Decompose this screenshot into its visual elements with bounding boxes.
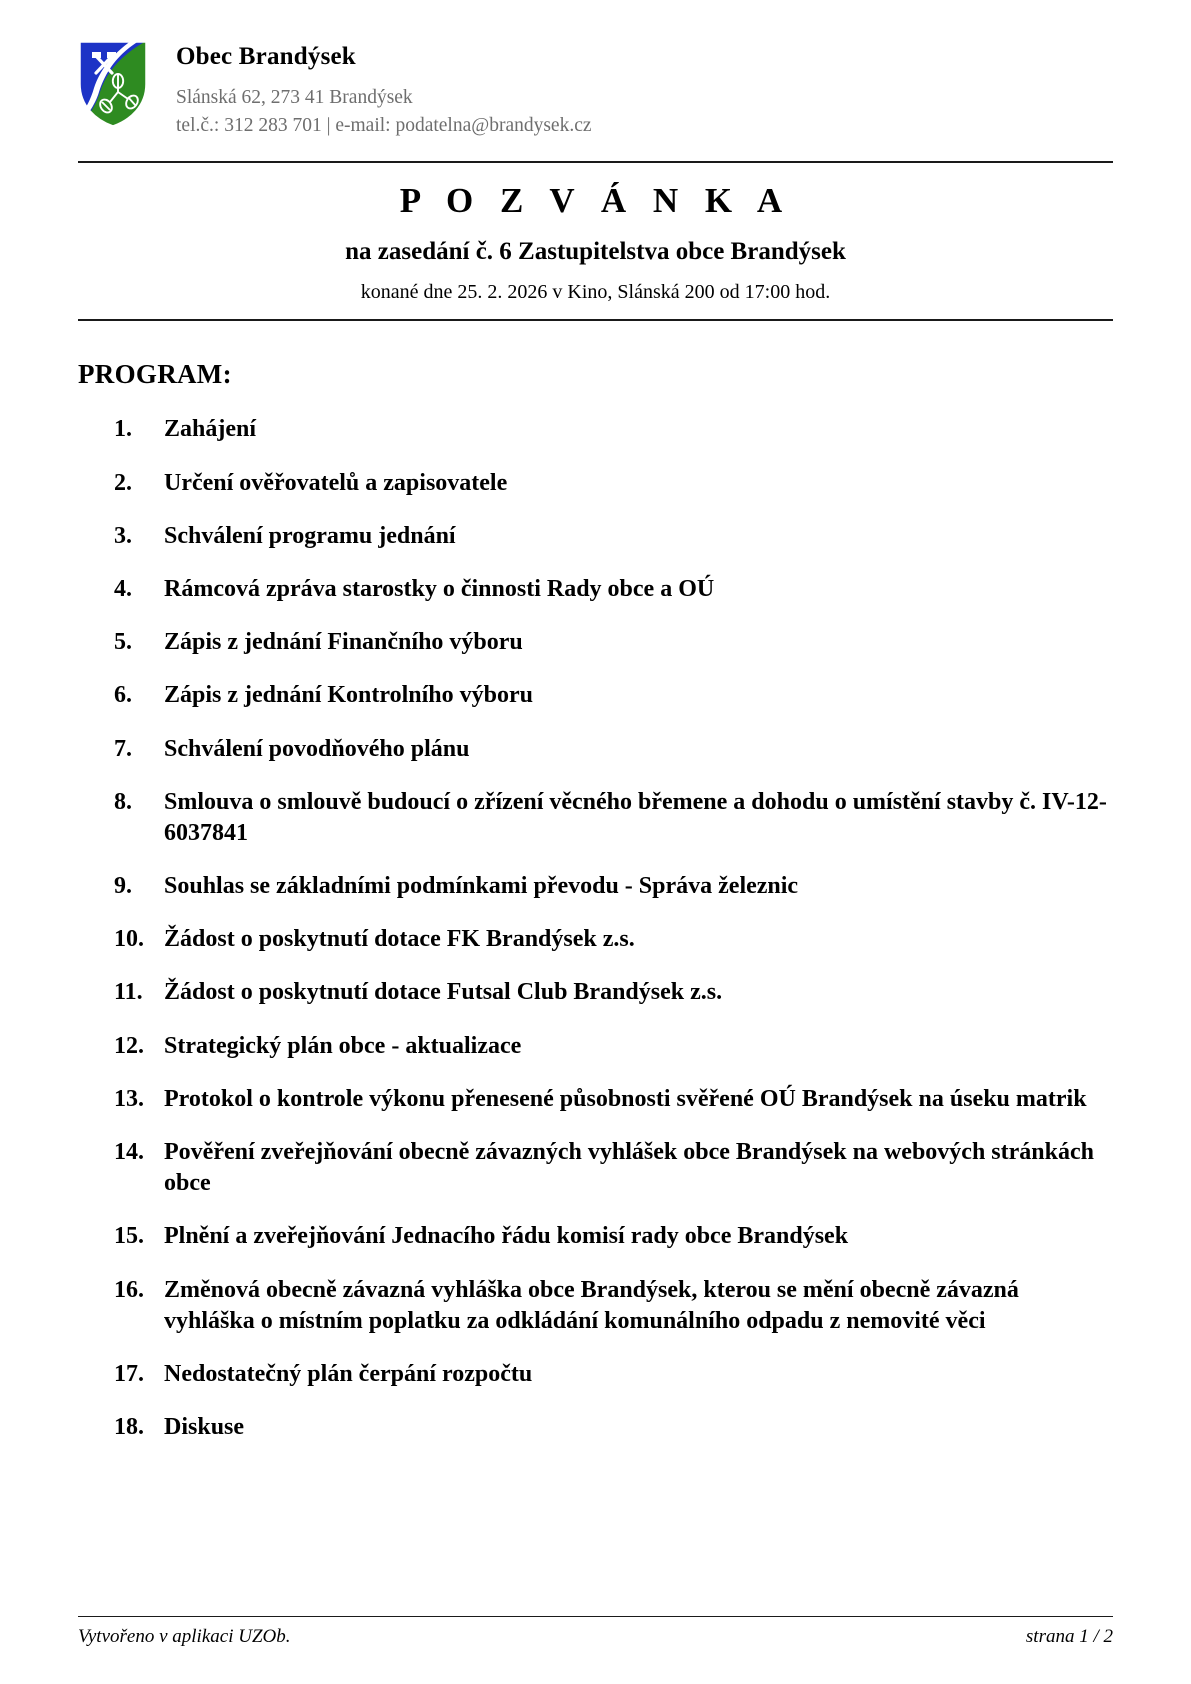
program-item — [78, 1275, 1113, 1337]
program-item-number: 18. — [114, 1414, 144, 1441]
program-item-text: Zápis z jednání Finančního výboru — [164, 629, 523, 656]
program-item-text: Rámcová zpráva starostky o činnosti Rady obce a OÚ — [164, 575, 715, 602]
program-item-number: 9. — [114, 873, 132, 900]
program-item-text: Strategický plán obce - aktualizace — [164, 1032, 522, 1059]
program-heading: PROGRAM: — [78, 359, 232, 390]
program-item-text: Diskuse — [164, 1414, 245, 1441]
coat-of-arms-icon — [78, 40, 148, 128]
program-item-number: 13. — [114, 1085, 144, 1112]
program-item-number: 11. — [114, 979, 143, 1006]
page-title: P O Z V Á N K A — [399, 181, 792, 221]
program-item-text: Plnění a zveřejňování Jednacího řádu komisí rady obce Brandýsek — [164, 1223, 849, 1250]
program-item — [78, 734, 1113, 765]
program-item-number: 5. — [114, 629, 132, 656]
page-subtitle: na zasedání č. 6 Zastupitelstva obce Brandýsek — [345, 238, 846, 266]
program-item-number: 4. — [114, 575, 132, 602]
footer-page-number: strana 1 / 2 — [1025, 1626, 1113, 1647]
program-item-number: 16. — [114, 1276, 144, 1303]
program-item-number: 15. — [114, 1223, 144, 1250]
program-item-text: Žádost o poskytnutí dotace FK Brandýsek z.s. — [164, 926, 635, 953]
program-item-text: Žádost o poskytnutí dotace Futsal Club Brandýsek z.s. — [164, 979, 723, 1006]
program-item — [78, 924, 1113, 955]
program-item — [78, 468, 1113, 499]
meeting-details: konané dne 25. 2. 2026 v Kino, Slánská 200 od 17:00 hod. — [360, 281, 831, 304]
program-item-text: Zápis z jednání Kontrolního výboru — [164, 682, 533, 709]
program-item-text: Pověření zveřejňování obecně závazných vyhlášek obce Brandýsek na webových stránkách obce — [164, 1139, 1094, 1197]
title-divider — [78, 319, 1113, 321]
program-item-text: Smlouva o smlouvě budoucí o zřízení věcného břemene a dohodu o umístění stavby č. IV-12-6037841 — [164, 788, 1107, 846]
program-item-number: 2. — [114, 469, 132, 496]
program-item — [78, 627, 1113, 658]
program-item-number: 10. — [114, 926, 144, 953]
program-item — [78, 977, 1113, 1008]
program-item — [78, 1221, 1113, 1252]
program-item — [78, 1412, 1113, 1443]
program-item — [78, 1031, 1113, 1062]
program-item — [78, 871, 1113, 902]
program-item-text: Zahájení — [164, 416, 257, 443]
program-item — [78, 1084, 1113, 1115]
program-item-number: 8. — [114, 788, 132, 815]
program-item-number: 12. — [114, 1032, 144, 1059]
program-item-text: Souhlas se základními podmínkami převodu - Správa železnic — [164, 873, 799, 900]
program-item — [78, 1359, 1113, 1390]
program-item-number: 1. — [114, 416, 132, 443]
program-item-number: 3. — [114, 522, 132, 549]
program-item-text: Určení ověřovatelů a zapisovatele — [164, 469, 508, 496]
footer-created-by: Vytvořeno v aplikaci UZOb. — [78, 1626, 291, 1647]
program-item-number: 6. — [114, 682, 132, 709]
title-block — [78, 163, 1113, 305]
program-item — [78, 414, 1113, 445]
program-item — [78, 521, 1113, 552]
program-list — [78, 414, 1113, 1465]
letterhead — [78, 0, 1113, 139]
organization-contact — [176, 84, 592, 139]
program-item-text: Schválení programu jednání — [164, 522, 456, 549]
program-item-text: Nedostatečný plán čerpání rozpočtu — [164, 1360, 533, 1387]
program-item-number: 14. — [114, 1139, 144, 1165]
program-item-text: Schválení povodňového plánu — [164, 735, 470, 762]
content-spacer — [78, 1465, 1113, 1684]
organization-block — [176, 36, 592, 139]
program-item — [78, 787, 1113, 849]
program-item — [78, 574, 1113, 605]
footer-divider — [78, 1616, 1113, 1617]
program-item-number: 17. — [114, 1360, 144, 1387]
program-item-text: Protokol o kontrole výkonu přenesené působnosti svěřené OÚ Brandýsek na úseku matrik — [164, 1085, 1087, 1112]
program-item-number: 7. — [114, 735, 132, 762]
contact-line: tel.č.: 312 283 701 | e-mail: podatelna@brandysek.cz — [176, 114, 592, 136]
program-item — [78, 1137, 1113, 1199]
program-item-text: Změnová obecně závazná vyhláška obce Brandýsek, kterou se mění obecně závazná vyhláška o místním poplatku za odkládání komunálního odpadu z nemovité věci — [164, 1276, 1019, 1334]
organization-name: Obec Brandýsek — [176, 43, 356, 70]
program-item — [78, 680, 1113, 711]
address-line: Slánská 62, 273 41 Brandýsek — [176, 87, 413, 108]
page-footer — [78, 1616, 1113, 1648]
